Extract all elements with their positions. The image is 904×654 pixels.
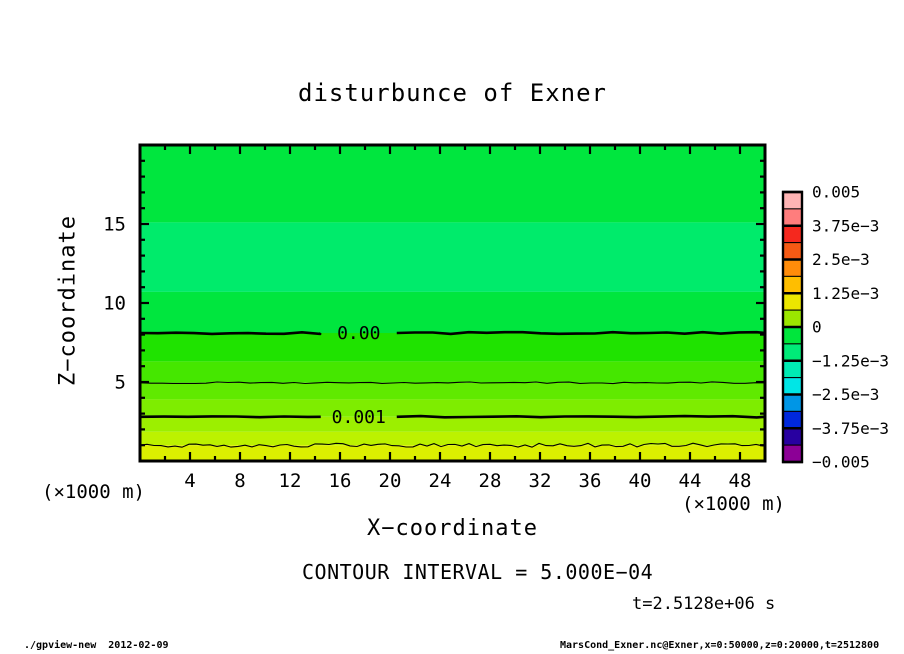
chart-title: disturbunce of Exner	[298, 79, 607, 107]
x-tick-label: 20	[378, 470, 402, 492]
x-tick-label: 32	[528, 470, 552, 492]
time-annotation: t=2.5128e+06 s	[632, 594, 776, 614]
footer-command: ./gpview-new 2012-02-09	[24, 640, 169, 651]
colorbar-cell	[783, 209, 802, 226]
x-tick-label: 24	[428, 470, 452, 492]
colorbar-cell	[783, 192, 802, 209]
x-tick-label: 28	[478, 470, 502, 492]
y-tick-label: 15	[103, 213, 126, 236]
colorbar-cell	[783, 310, 802, 327]
colorbar-cell	[783, 243, 802, 260]
x-tick-label: 16	[328, 470, 352, 492]
y-axis-title: Z−coordinate	[55, 215, 81, 386]
colorbar-cell	[783, 293, 802, 310]
contour-band	[140, 362, 765, 383]
y-tick-label: 10	[103, 292, 126, 315]
colorbar-tick-label: 1.25e−3	[812, 283, 880, 303]
contour-band	[140, 383, 765, 400]
y-tick-label: 5	[114, 371, 126, 394]
colorbar-cell	[783, 276, 802, 293]
colorbar-cell	[783, 327, 802, 344]
footer-source: MarsCond_Exner.nc@Exner,x=0:50000,z=0:20000,t=2512800	[560, 640, 880, 651]
x-tick-label: 44	[678, 470, 702, 492]
contour-band	[140, 445, 765, 461]
contour-interval-note: CONTOUR INTERVAL = 5.000E−04	[302, 560, 654, 584]
colorbar-tick-label: −2.5e−3	[812, 385, 880, 404]
x-tick-label: 48	[728, 470, 752, 492]
colorbar-tick-label: 0	[812, 317, 822, 337]
contour-line-label: 0.00	[337, 323, 381, 345]
colorbar-cell	[783, 361, 802, 378]
contour-line	[140, 332, 321, 334]
x-tick-label: 40	[628, 470, 652, 492]
colorbar-cell	[783, 395, 802, 412]
colorbar-cell	[783, 344, 802, 361]
x-tick-label: 12	[278, 470, 302, 492]
colorbar-tick-label: −0.005	[812, 452, 870, 472]
x-axis-unit: (×1000 m)	[682, 493, 785, 515]
colorbar-cell	[783, 411, 802, 428]
colorbar-cell	[783, 428, 802, 445]
colorbar-cell	[783, 260, 802, 277]
colorbar-tick-label: −3.75e−3	[812, 418, 890, 438]
y-axis-unit: (×1000 m)	[42, 481, 145, 503]
colorbar-cell	[783, 378, 802, 395]
contour-band	[140, 417, 765, 432]
x-axis-title: X−coordinate	[367, 516, 538, 541]
contour-line-label: 0.001	[331, 406, 386, 428]
x-tick-label: 36	[578, 470, 602, 492]
colorbar-tick-label: −1.25e−3	[812, 351, 890, 371]
contour-band	[140, 222, 765, 292]
contour-band	[140, 399, 765, 416]
colorbar-tick-label: 2.5e−3	[812, 250, 870, 269]
x-tick-label: 4	[184, 470, 196, 492]
contour-line	[140, 416, 321, 417]
contour-band	[140, 432, 765, 445]
colorbar-cell	[783, 445, 802, 462]
contour-line	[397, 416, 765, 417]
contour-band	[140, 145, 765, 222]
colorbar-tick-label: 3.75e−3	[812, 216, 880, 236]
x-tick-label: 8	[234, 470, 246, 492]
contour-band	[140, 292, 765, 333]
colorbar-cell	[783, 226, 802, 243]
contour-band	[140, 333, 765, 361]
colorbar-tick-label: 0.005	[812, 182, 861, 202]
